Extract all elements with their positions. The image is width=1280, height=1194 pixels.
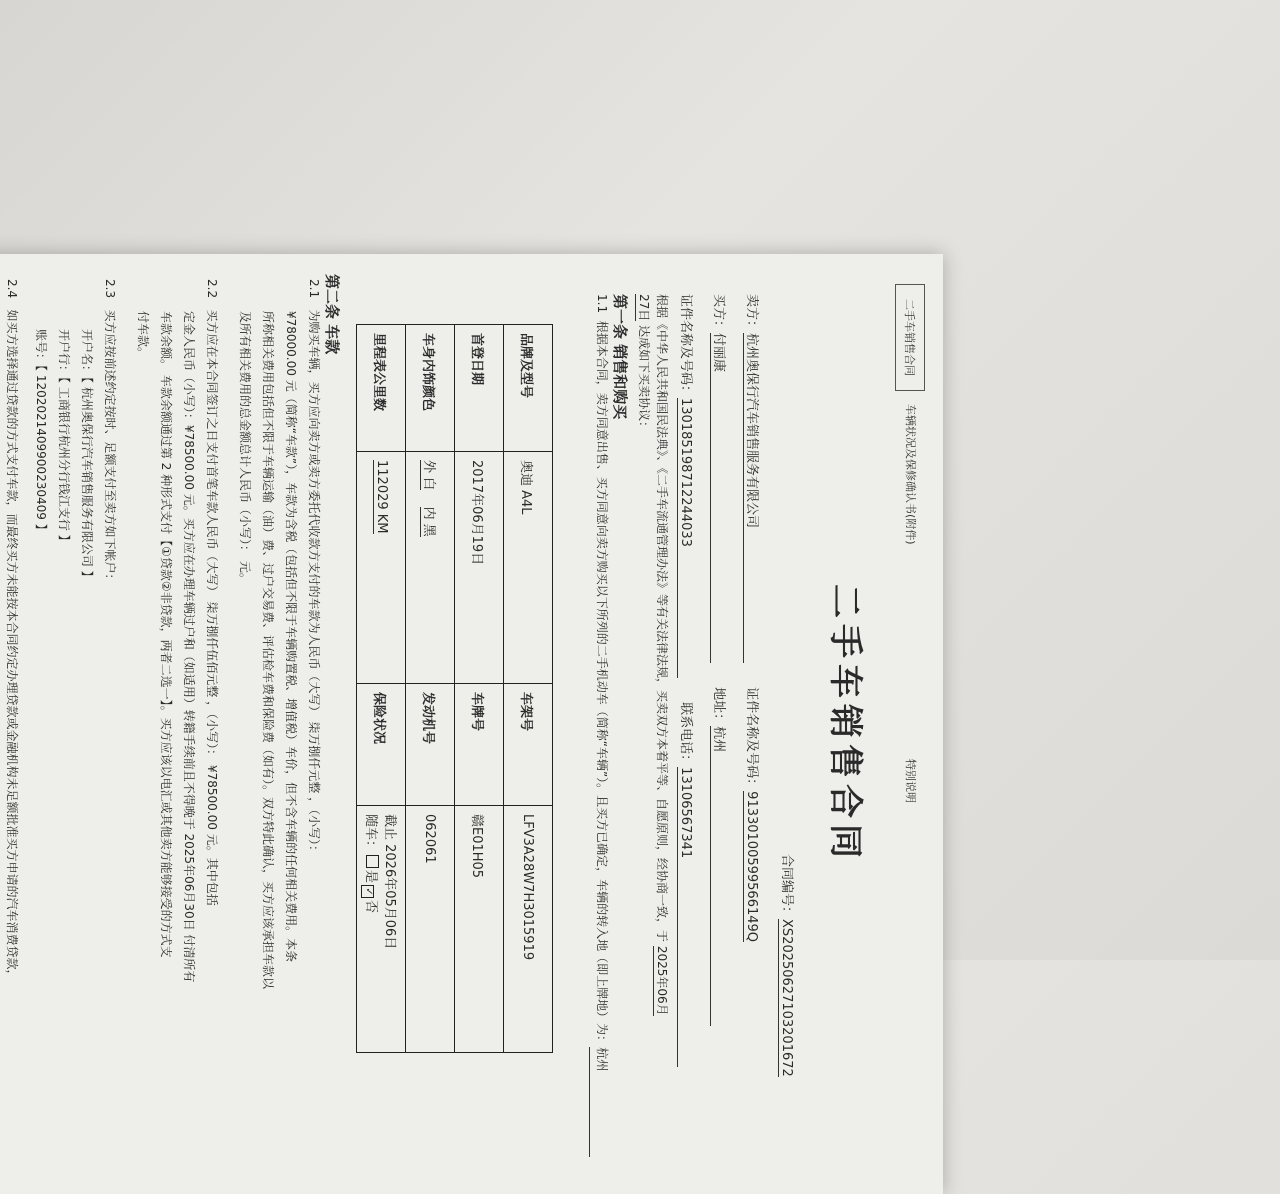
seller-row: 卖方：杭州奥保行汽车销售服务有限公司 证件名称及号码：91330100599566149Q (743, 294, 763, 942)
clause-2-4: 2.4 如买方选择通过贷款的方式支付车款，而最终买方未能按本合同约定办理贷款或金融机构未足额批准买方申请的汽车消费贷款， (5, 279, 19, 982)
table-row (357, 325, 406, 1053)
contract-sheet (0, 254, 943, 1194)
article-1-text: 1.1 根据本合同，卖方同意出售、买方同意向卖方购买以下所列的二手机动车（简称“车辆”）。且买方已确定，车辆的转入地（即上牌地）为：杭州 (589, 294, 613, 1157)
engine-label: 发动机号 (406, 684, 455, 806)
brand-label: 品牌及型号 (504, 325, 553, 452)
tab-special-notes[interactable]: 特别说明 (904, 759, 917, 803)
vehicle-info-table (356, 324, 553, 1053)
color-value: 外 白 内 黑 (406, 452, 455, 684)
checkbox-no[interactable]: ✓ (361, 885, 374, 898)
plate-label: 车牌号 (455, 684, 504, 806)
preamble: 根据《中华人民共和国民法典》、《二手车流通管理办法》等有关法律法规，买卖双方本着平等、自愿原则，经协商一致，于 2025年06月 (655, 294, 669, 1016)
plate-value: 赣E01H05 (455, 806, 504, 1053)
table-row (504, 325, 553, 1053)
tab-vehicle-condition[interactable]: 车辆状况及保修确认书(附件) (904, 404, 917, 545)
brand-value: 奥迪 A4L (504, 452, 553, 684)
table-row (455, 325, 504, 1053)
contract-number: 合同编号：XS20250627103201672 (779, 854, 794, 1077)
color-label: 车身内饰颜色 (406, 325, 455, 452)
checkbox-yes[interactable] (366, 855, 379, 868)
vin-label: 车架号 (504, 684, 553, 806)
insurance-value: 截止 2026年05月06日 随车：是✓否 (357, 806, 406, 1053)
buyer-row: 买方：付丽康 地址：杭州 (710, 294, 730, 1026)
insurance-label: 保险状况 (357, 684, 406, 806)
buyer-id-row: 证件名称及号码：130185198712244033 联系电话：13106567341 (677, 294, 697, 1067)
vin-value: LFV3A28W7H3015919 (504, 806, 553, 1053)
document-title: 二手车销售合同 (825, 584, 865, 864)
clause-2-2: 2.2 买方应在本合同签订之日支付首笔车款人民币（大写） 柒万捌仟伍佰元整 ，（小写）： ¥78500.00 元。其中包括 定金人民币（小写）：¥78500.00 元。买方应在办理车辆过户和（如适用）转籍手续前且不得晚于 2025年06月30日 付清所有 车款余额。 车款余额通过第 2 种形式支付【①贷款②非贷款，两者二选一】。买方应该以电汇或其他卖方能够接受的方式支 付车款。 (136, 279, 219, 983)
article-2-heading: 第二条 车款 (323, 274, 341, 355)
odometer-label: 里程表公里数 (357, 325, 406, 452)
odometer-value: 112029 KM (357, 452, 406, 684)
table-row (406, 325, 455, 1053)
preamble-2: 27日 达成如下买卖协议： (637, 294, 651, 434)
first-reg-label: 首登日期 (455, 325, 504, 452)
article-1-heading: 第一条 销售和购买 (611, 294, 629, 420)
engine-value: 062061 (406, 806, 455, 1053)
first-reg-value: 2017年06月19日 (455, 452, 504, 684)
clause-2-1: 2.1 为购买车辆，买方应向卖方或卖方委托代收款方支付的车款为人民币（大写） 柒万捌仟元整 ，（小写）： ¥78000.00 元（简称“车款”），车款为含税（包括但不限于车辆购置税、增值税）车价，但不含车辆的任何相关费用。本条 所称相关费用包括但不限于车辆运输（油）费、过户交易费、评估检车费和保险费（如有）。双方特此确认，买方应该承担车款以 及所有相关费用的总金额总计人民币（小写）： 元。 (238, 279, 321, 990)
tab-sales-contract[interactable]: 二手车销售合同 (895, 284, 925, 391)
clause-2-3: 2.3 买方应按前述约定按时、足额支付至卖方如下帐户： 开户名：【 杭州奥保行汽车销售服务有限公司 】 开户行：【 工商银行杭州分行钱江支行 】 账号：【 1202021409900230409 】 (34, 279, 117, 586)
